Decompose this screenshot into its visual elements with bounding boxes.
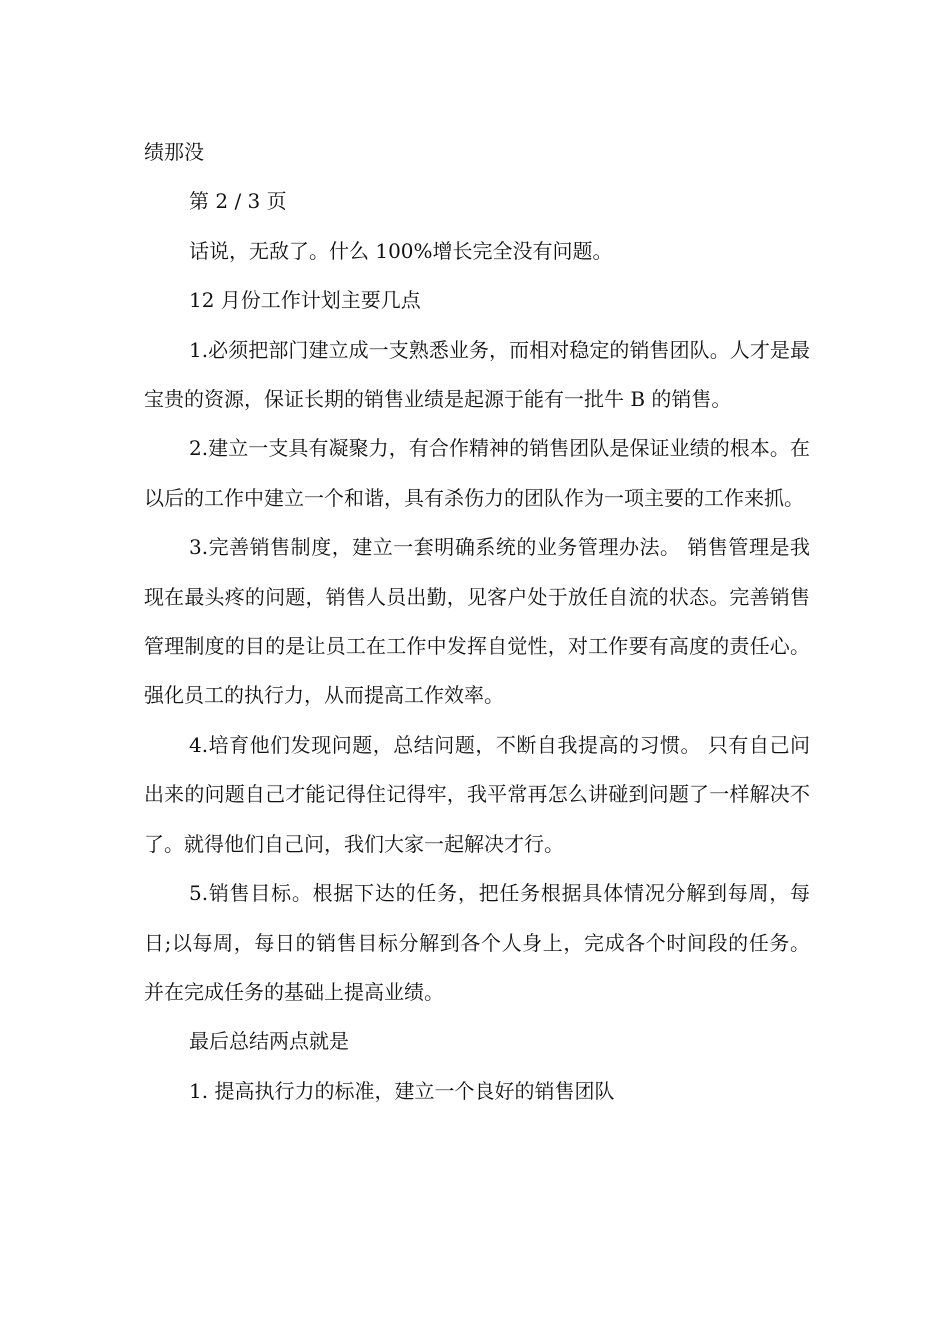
section-heading: 12 月份工作计划主要几点 bbox=[189, 288, 421, 313]
plan-item-3: 3.完善销售制度，建立一套明确系统的业务管理办法。 销售管理是我现在最头疼的问题，销售人员出勤，见客户处于放任自流的状态。完善销售管理制度的目的是让员工在工作中发挥自觉性，对工作要有高度的责任心。强化员工的执行力，从而提高工作效率。 bbox=[144, 535, 810, 708]
page-number: 第 2 / 3 页 bbox=[189, 189, 287, 214]
plan-item-1: 1.必须把部门建立成一支熟悉业务，而相对稳定的销售团队。人才是最宝贵的资源，保证长期的销售业绩是起源于能有一批牛 B 的销售。 bbox=[144, 337, 810, 412]
summary-heading: 最后总结两点就是 bbox=[189, 1029, 349, 1054]
document-body bbox=[144, 128, 810, 1116]
continued-text-fragment: 绩那没 bbox=[144, 140, 204, 164]
body-paragraph: 话说，无敌了。什么 100%增长完全没有问题。 bbox=[189, 238, 613, 263]
plan-item-4: 4.培育他们发现问题，总结问题，不断自我提高的习惯。 只有自己问出来的问题自己才能记得住记得牢，我平常再怎么讲碰到问题了一样解决不了。就得他们自己问，我们大家一起解决才行。 bbox=[144, 732, 810, 856]
plan-item-2: 2.建立一支具有凝聚力，有合作精神的销售团队是保证业绩的根本。在以后的工作中建立一个和谐，具有杀伤力的团队作为一项主要的工作来抓。 bbox=[144, 436, 810, 510]
summary-item-1: 1. 提高执行力的标准，建立一个良好的销售团队 bbox=[189, 1078, 615, 1103]
plan-item-5: 5.销售目标。根据下达的任务，把任务根据具体情况分解到每周，每日;以每周，每日的销售目标分解到各个人身上，完成各个时间段的任务。并在完成任务的基础上提高业绩。 bbox=[144, 881, 810, 1004]
